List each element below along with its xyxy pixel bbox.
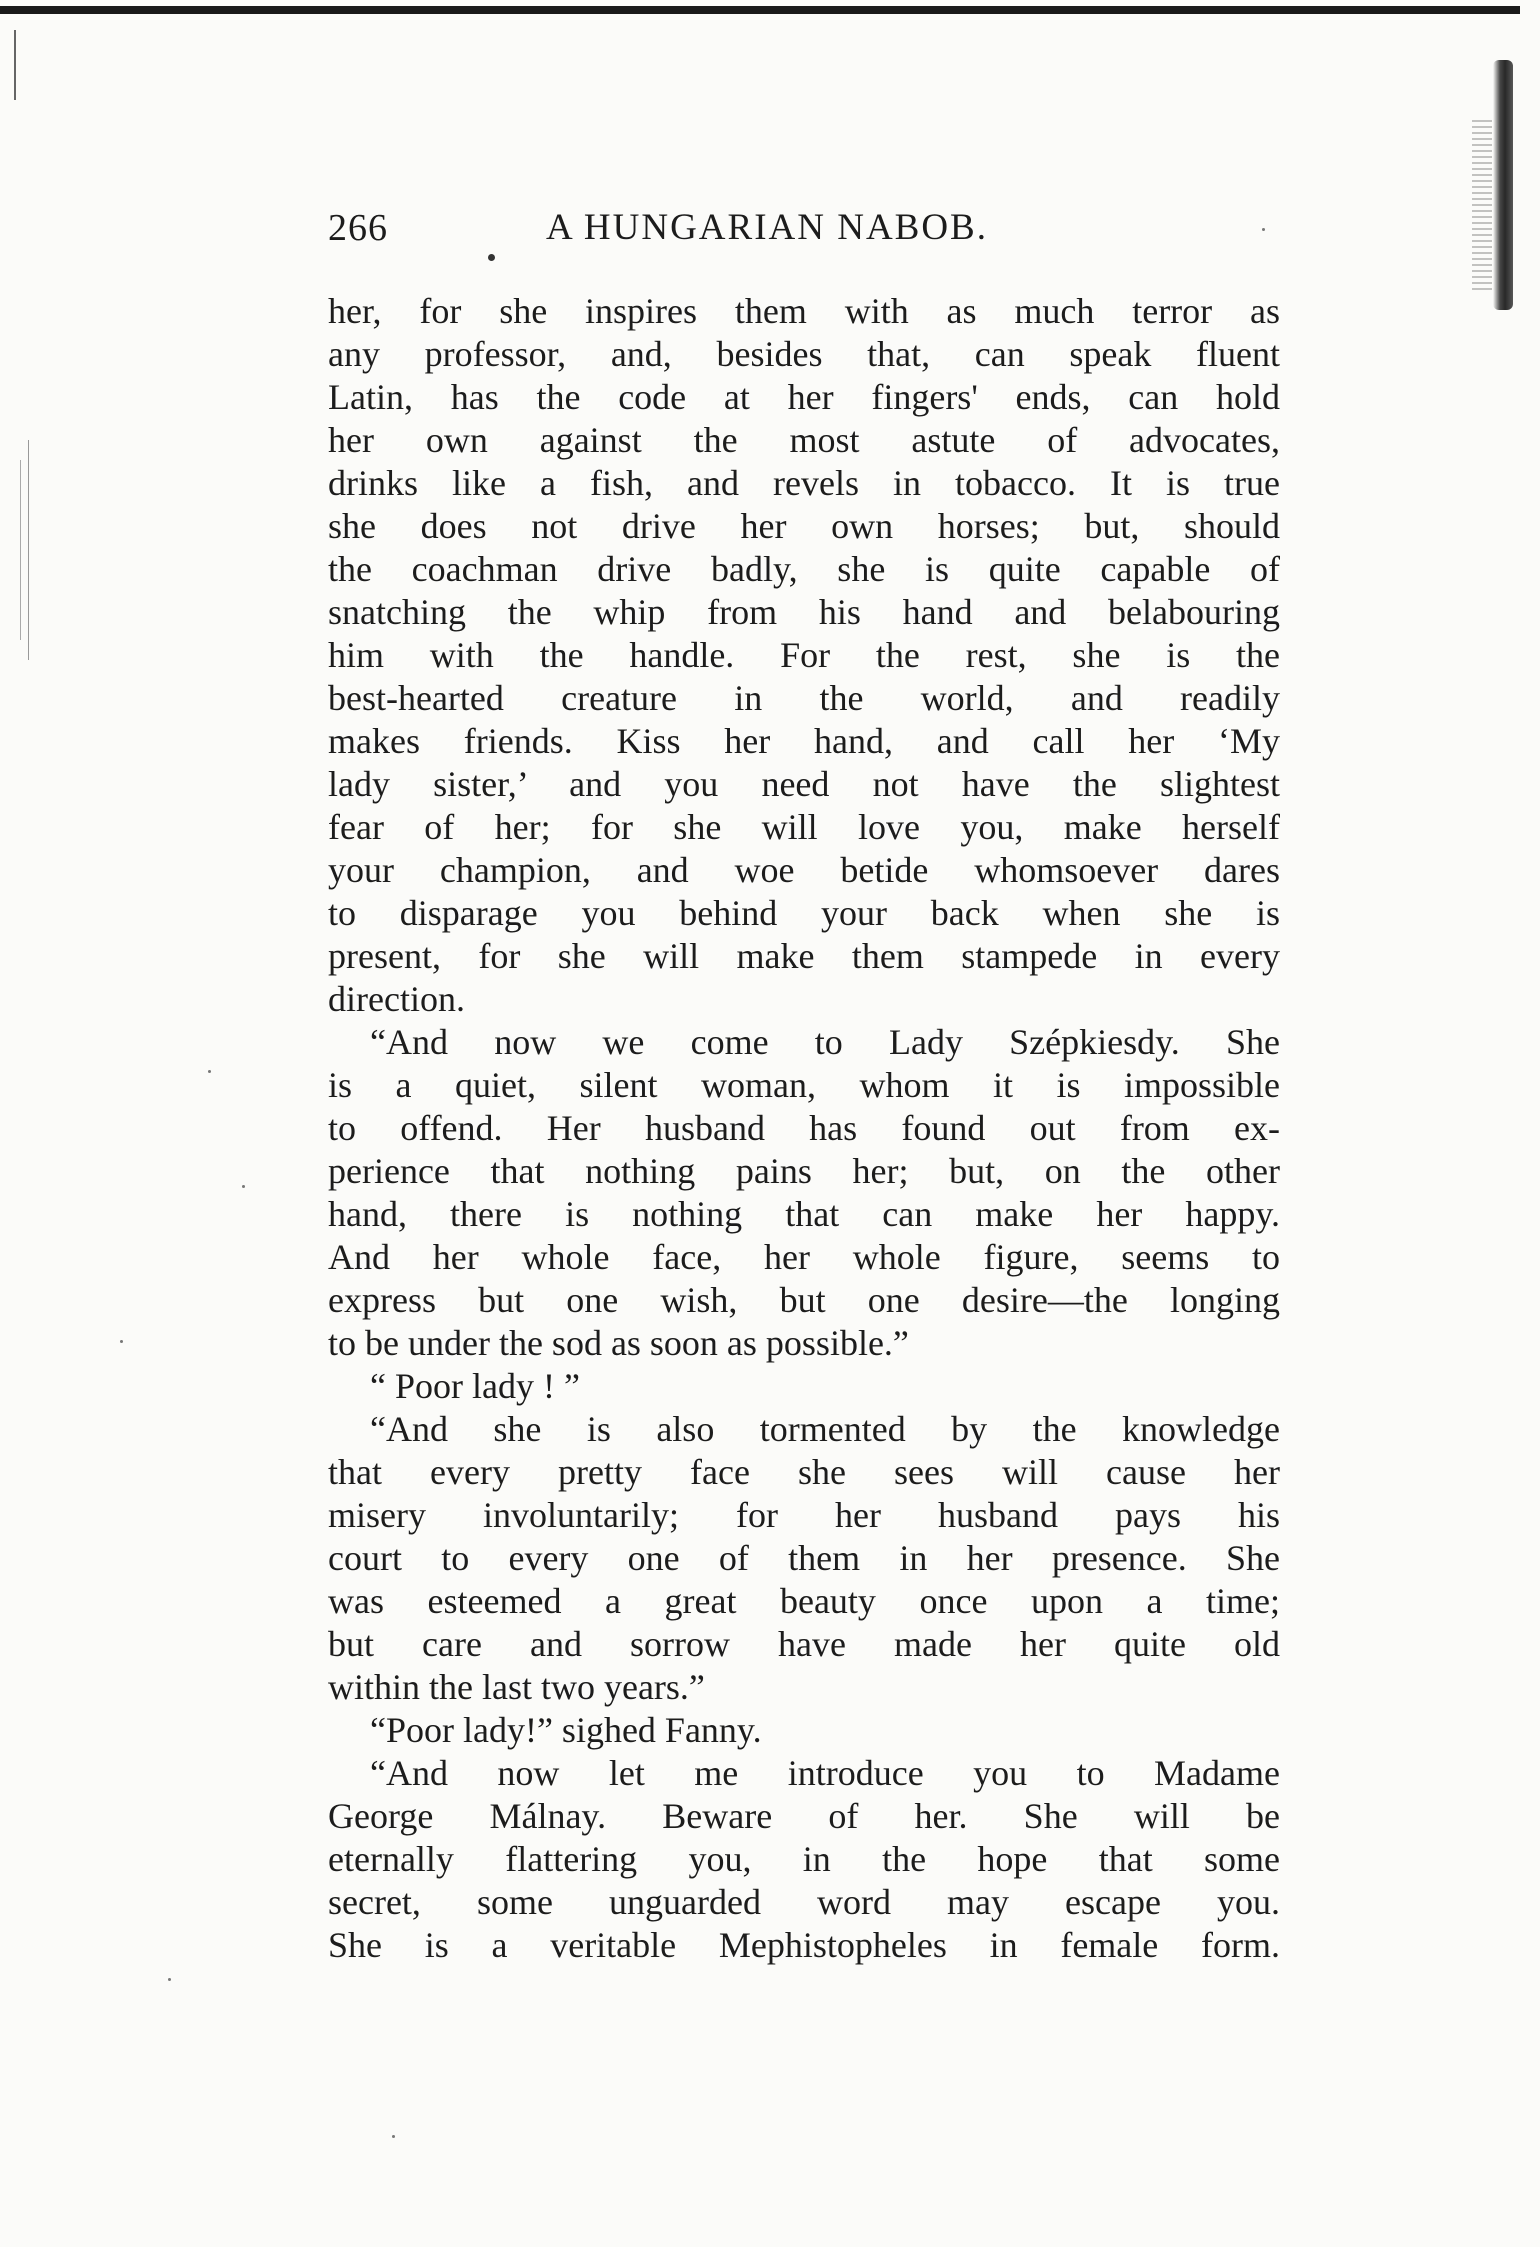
text-line: “ Poor lady ! ” — [370, 1366, 580, 1406]
text-line: eternally flattering you, in the hope that some — [328, 1839, 1280, 1879]
paper-speck — [208, 1070, 211, 1073]
text-line: George Málnay. Beware of her. She will be — [328, 1796, 1280, 1836]
text-line: “And now we come to Lady Szépkiesdy. She — [370, 1022, 1280, 1062]
text-line: within the last two years.” — [328, 1667, 705, 1707]
text-line: best-hearted creature in the world, and readily — [328, 678, 1280, 718]
text-line: her, for she inspires them with as much terror as — [328, 291, 1280, 331]
text-line: to be under the sod as soon as possible.” — [328, 1323, 909, 1363]
top-rule — [0, 6, 1520, 14]
text-line: “Poor lady!” sighed Fanny. — [370, 1710, 762, 1750]
text-line: court to every one of them in her presence. She — [328, 1538, 1280, 1578]
text-line: she does not drive her own horses; but, should — [328, 506, 1280, 546]
text-line: your champion, and woe betide whomsoever dares — [328, 850, 1280, 890]
text-line: misery involuntarily; for her husband pays his — [328, 1495, 1280, 1535]
paper-speck — [120, 1340, 123, 1343]
text-line: lady sister,’ and you need not have the slightest — [328, 764, 1280, 804]
paper-speck — [392, 2135, 395, 2138]
text-line: And her whole face, her whole figure, seems to — [328, 1237, 1280, 1277]
running-title: A HUNGARIAN NABOB. — [546, 207, 988, 248]
margin-mark — [20, 460, 21, 640]
paper-speck — [242, 1185, 245, 1188]
text-line: makes friends. Kiss her hand, and call her ‘My — [328, 721, 1280, 761]
text-line: “And now let me introduce you to Madame — [370, 1753, 1280, 1793]
text-line: that every pretty face she sees will cause her — [328, 1452, 1280, 1492]
text-line: direction. — [328, 979, 465, 1019]
text-line: to offend. Her husband has found out from ex- — [328, 1108, 1280, 1148]
page-number: 266 — [328, 207, 388, 249]
text-line: but care and sorrow have made her quite old — [328, 1624, 1280, 1664]
text-line: snatching the whip from his hand and belabouring — [328, 592, 1280, 632]
text-line: hand, there is nothing that can make her happy. — [328, 1194, 1280, 1234]
text-line: perience that nothing pains her; but, on the other — [328, 1151, 1280, 1191]
text-line: fear of her; for she will love you, make herself — [328, 807, 1280, 847]
paper-speck — [168, 1978, 171, 1981]
paper-speck — [1262, 228, 1265, 231]
text-line: Latin, has the code at her fingers' ends, can hold — [328, 377, 1280, 417]
ink-dot — [488, 254, 495, 261]
text-line: She is a veritable Mephistopheles in female form. — [328, 1925, 1280, 1965]
text-line: the coachman drive badly, she is quite capable of — [328, 549, 1280, 589]
page-body — [328, 290, 1280, 1967]
binding-shadow — [1472, 120, 1492, 290]
binding-edge — [1493, 60, 1513, 310]
margin-mark — [14, 30, 16, 100]
text-line: “And she is also tormented by the knowledge — [370, 1409, 1280, 1449]
text-line: to disparage you behind your back when she is — [328, 893, 1280, 933]
text-line: is a quiet, silent woman, whom it is impossible — [328, 1065, 1280, 1105]
text-line: secret, some unguarded word may escape you. — [328, 1882, 1280, 1922]
text-line: her own against the most astute of advocates, — [328, 420, 1280, 460]
margin-mark — [28, 440, 29, 660]
text-line: any professor, and, besides that, can speak fluent — [328, 334, 1280, 374]
text-line: express but one wish, but one desire—the longing — [328, 1280, 1280, 1320]
text-line: was esteemed a great beauty once upon a time; — [328, 1581, 1280, 1621]
text-line: present, for she will make them stampede in every — [328, 936, 1280, 976]
page-header — [328, 206, 1288, 266]
text-line: him with the handle. For the rest, she is the — [328, 635, 1280, 675]
text-line: drinks like a fish, and revels in tobacco. It is true — [328, 463, 1280, 503]
